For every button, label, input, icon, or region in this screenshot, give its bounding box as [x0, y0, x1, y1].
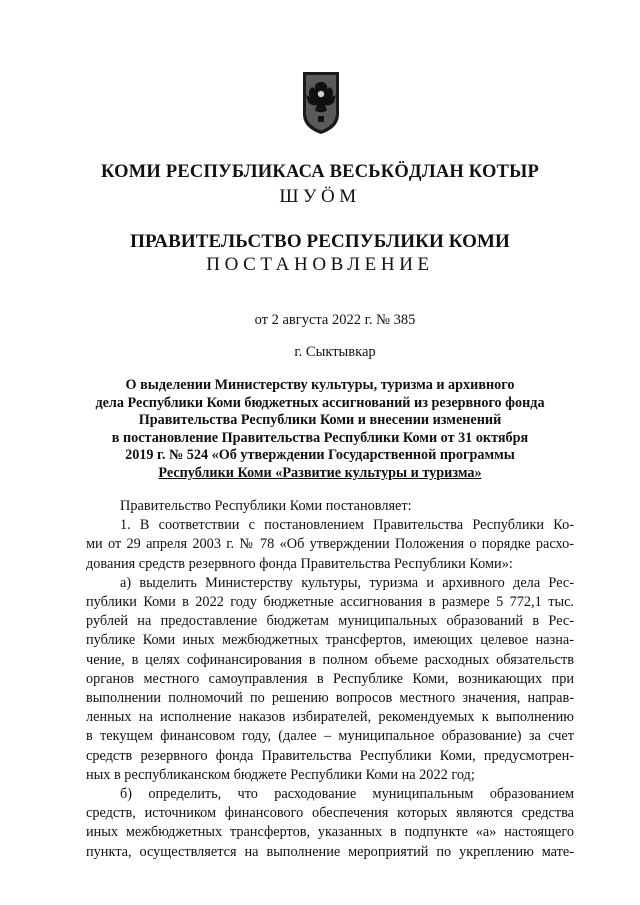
body-line: пункта, осуществляется на выполнение мероприятий по укреплению мате- [86, 843, 574, 860]
title-line: 2019 г. № 524 «Об утверждении Государственной программы [125, 447, 515, 464]
body-line: средств резервного фонда Правительства Республики Коми, предусмотрен- [86, 747, 574, 764]
body-line: а) выделить Министерству культуры, туризма и архивного дела Рес- [120, 574, 574, 591]
title-line: дела Республики Коми бюджетных ассигнований из резервного фонда [95, 394, 545, 411]
komi-coat-of-arms-icon [299, 70, 343, 136]
document-title [0, 377, 640, 483]
title-line: О выделении Министерству культуры, туризма и архивного [125, 377, 515, 393]
komi-document-type: ШУӦМ [279, 186, 361, 207]
body-line: ленных на исполнение наказов избирателей, рекомендуемых к выполнению [86, 709, 574, 726]
document-body [86, 497, 574, 862]
body-line: публики Коми в 2022 году бюджетные ассигнования в размере 5 772,1 тыс. [86, 594, 574, 611]
komi-government-title: КОМИ РЕСПУБЛИКАСА ВЕСЬКӦДЛАН КОТЫР [101, 162, 539, 182]
body-line: средств, источником финансового обеспечения которых являются средства [86, 805, 574, 822]
body-line: б) определить, что расходование муниципальным образованием [120, 786, 574, 803]
document-type: ПОСТАНОВЛЕНИЕ [206, 254, 434, 275]
body-line: Правительство Республики Коми постановляет: [120, 498, 412, 514]
government-title: ПРАВИТЕЛЬСТВО РЕСПУБЛИКИ КОМИ [130, 231, 510, 252]
body-line: дования средств резервного фонда Правительства Республики Коми»: [86, 555, 513, 572]
body-line: публике Коми иных межбюджетных трансфертов, имеющих целевое назна- [86, 632, 574, 649]
document-city: г. Сыктывкар [294, 344, 376, 360]
body-line: чение, в целях софинансирования в полном объеме расходных обязательств [86, 651, 574, 668]
body-line: органов местного самоуправления в Республике Коми, возникающих при [86, 670, 574, 687]
body-line: в текущем финансовом году, (далее – муниципальное образование) за счет [86, 728, 574, 745]
body-line: ми от 29 апреля 2003 г. № 78 «Об утверждении Положения о порядке расхо- [86, 536, 574, 553]
body-line: иных межбюджетных трансфертов, указанных в подпункте «а» настоящего [86, 824, 574, 841]
body-line: рублей на предоставление бюджетам муниципальных образований в Рес- [86, 613, 574, 630]
title-line: Правительства Республики Коми и внесении изменений [138, 412, 502, 429]
body-line: ных в республиканском бюджете Республики Коми на 2022 год; [86, 766, 475, 783]
body-line: выполнении полномочий по решению вопросов местного значения, направ- [86, 690, 574, 707]
body-line: 1. В соответствии с постановлением Правительства Республики Ко- [120, 517, 574, 534]
title-line: Республики Коми «Развитие культуры и туризма» [158, 464, 482, 481]
document-date-number: от 2 августа 2022 г. № 385 [254, 312, 416, 328]
title-line: в постановление Правительства Республики Коми от 31 октября [111, 429, 529, 446]
